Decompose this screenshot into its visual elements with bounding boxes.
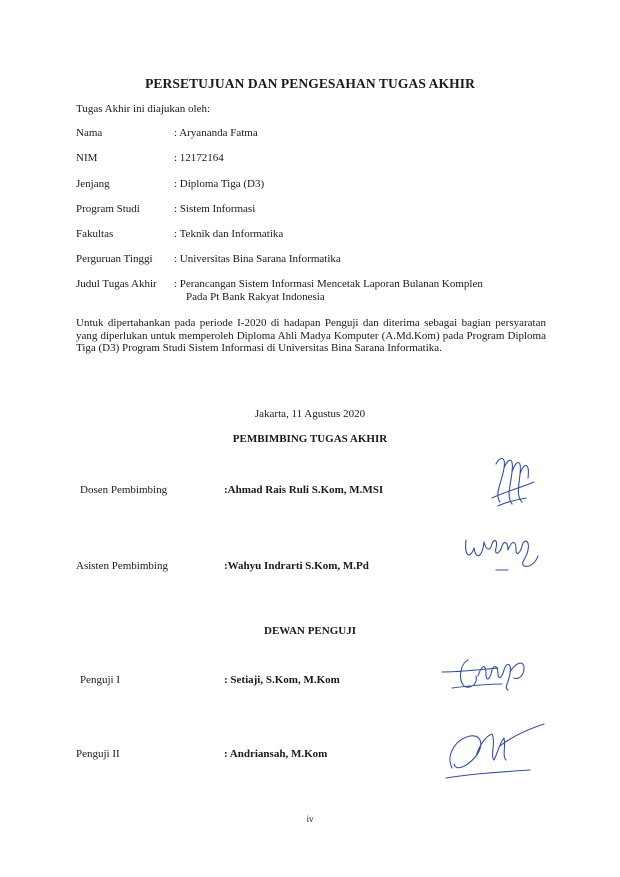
field-label-nama: Nama [76, 127, 103, 139]
field-value-fakultas: : Teknik dan Informatika [174, 228, 284, 240]
dosen-pembimbing-label: Dosen Pembimbing [80, 484, 168, 496]
field-label-perguruan-tinggi: Perguruan Tinggi [76, 253, 153, 265]
field-label-fakultas: Fakultas [76, 228, 114, 240]
intro-text: Tugas Akhir ini diajukan oleh: [76, 103, 211, 115]
penguji-heading: DEWAN PENGUJI [264, 625, 356, 637]
penguji-1-name: : Setiaji, S.Kom, M.Kom [224, 674, 340, 686]
page-title: PERSETUJUAN DAN PENGESAHAN TUGAS AKHIR [145, 76, 475, 91]
field-value-judul-line2: Pada Pt Bank Rakyat Indonesia [186, 291, 325, 303]
dosen-pembimbing-name: :Ahmad Rais Ruli S.Kom, M.MSI [224, 484, 384, 496]
field-value-program-studi: : Sistem Informasi [174, 203, 256, 215]
field-label-jenjang: Jenjang [76, 178, 110, 190]
field-label-program-studi: Program Studi [76, 203, 140, 215]
penguji-2-label: Penguji II [76, 748, 120, 760]
statement-paragraph: Untuk dipertahankan pada periode I-2020 di hadapan Penguji dan diterima sebagai bagian persyaratan yang diperlukan untuk memperoleh Diploma Ahli Madya Komputer (A.Md.Kom) pada Program Diploma Tiga (D3) Program Studi Sistem Informasi di Universitas Bina Sarana Informatika. [76, 317, 546, 354]
field-value-judul: : Perancangan Sistem Informasi Mencetak Laporan Bulanan Komplen [174, 278, 483, 290]
penguji-2-name: : Andriansah, M.Kom [224, 748, 328, 760]
pembimbing-heading: PEMBIMBING TUGAS AKHIR [232, 433, 388, 445]
field-value-nama: : Aryananda Fatma [174, 127, 258, 139]
asisten-pembimbing-label: Asisten Pembimbing [76, 560, 168, 572]
asisten-pembimbing-name: :Wahyu Indrarti S.Kom, M.Pd [224, 560, 369, 572]
signature-penguji-2 [440, 716, 546, 784]
field-value-jenjang: : Diploma Tiga (D3) [174, 178, 265, 190]
field-label-nim: NIM [76, 152, 98, 164]
place-date: Jakarta, 11 Agustus 2020 [254, 408, 366, 420]
field-value-perguruan-tinggi: : Universitas Bina Sarana Informatika [174, 253, 341, 265]
field-label-judul: Judul Tugas Akhir [76, 278, 157, 290]
signature-dosen-pembimbing [486, 452, 546, 512]
page-number: iv [306, 814, 314, 824]
signature-asisten-pembimbing [460, 526, 546, 576]
field-value-nim: : 12172164 [174, 152, 224, 164]
signature-penguji-1 [438, 650, 534, 698]
penguji-1-label: Penguji I [80, 674, 121, 686]
